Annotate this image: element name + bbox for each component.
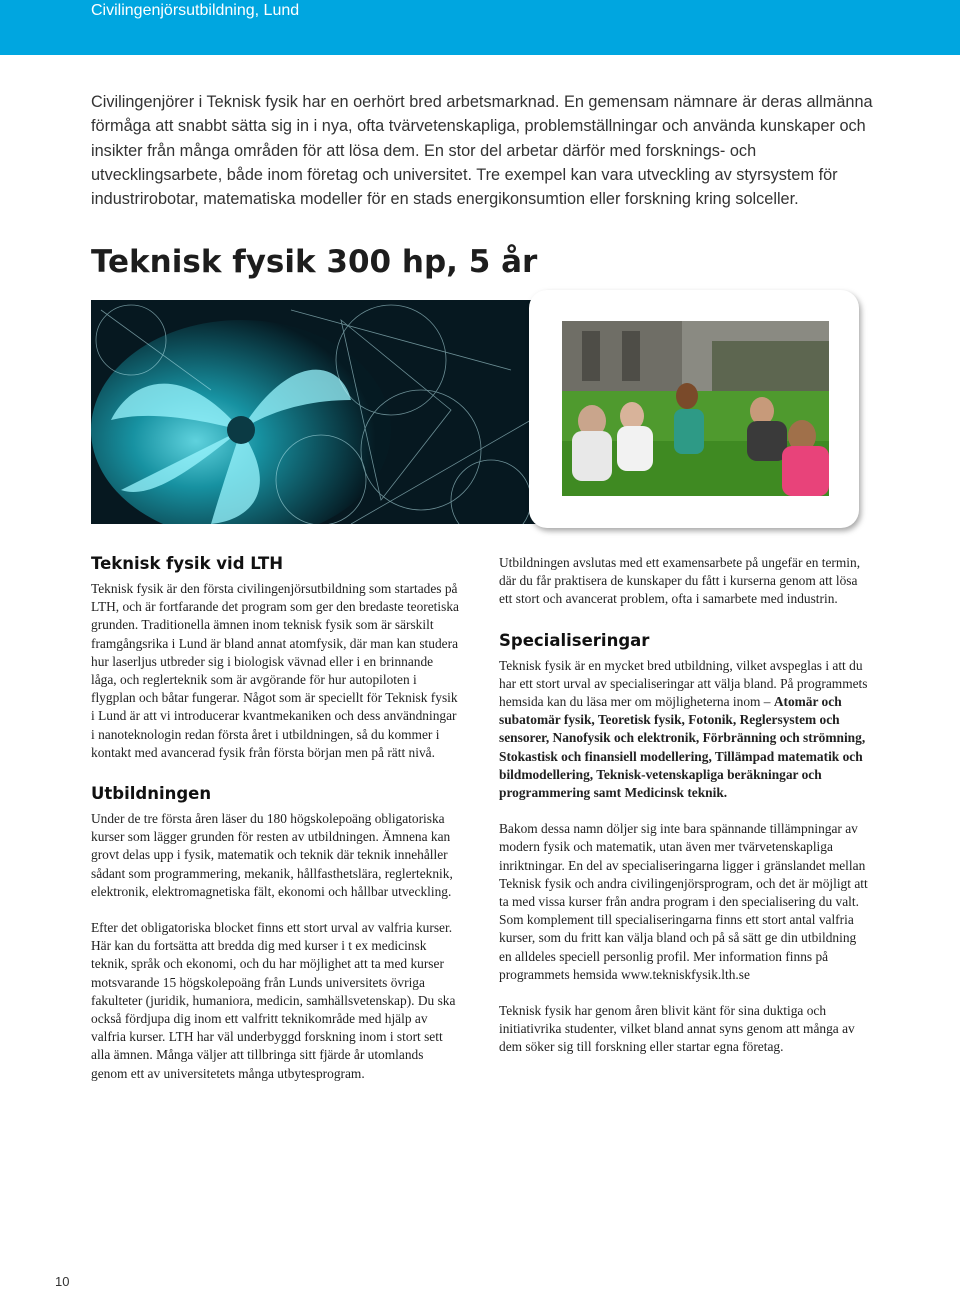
fan-photo	[91, 300, 541, 524]
section-text-utbildningen-1: Under de tre första åren läser du 180 högskolepoäng obligatoriska kurser som lägger grunden för resten av utbildningen. Ämnena kan grovt delas upp i fysik, matematik och teknik där teknik innehåller sådant som programmering, mekanik, hållfasthetslära, reglerteknik, elektronik, elektromagnetiska fält, ekonomi och hållbar utveckling.	[91, 811, 453, 899]
section-text-utbildningen-2: Efter det obligatoriska blocket finns ett stort urval av valfria kurser. Här kan du fortsätta att bredda dig med kurser i t ex medicinsk teknik, språk och ekonomi, och du har möjlighet att ta med kurser motsvarande 15 högskolepoäng från Lunds universitets övriga fakulteter (juridik, humaniora, medicin, samhällsvetenskap). Du ska också fördjupa dig inom ett valfritt teknikområde med hjälp av valfria kurser. LTH har väl underbyggd forskning inom i stort sett alla ämnen. Många väljer att tillbringa sitt fjärde år utomlands genom ett av universitetets många utbytesprogram.	[91, 920, 456, 1081]
fan-illustration	[91, 300, 541, 524]
intro-text: Civilingenjörer i Teknisk fysik har en oerhört bred arbetsmarknad. En gemensam nämnare är deras allmänna förmåga att snabbt sätta sig in i nya, ofta tvärvetenskapliga, problemställningar och använda kunskaper och insikter från många områden för att lösa dem. En stor del arbetar därför med forsknings- och utvecklingsarbete, både inom företag och universitet. Tre exempel kan vara utveckling av styrsystem för industrirobotar, matematiska modeller för en stads energikonsumtion eller forskning kring solceller.	[91, 93, 873, 209]
page-headline: Teknisk fysik 300 hp, 5 år	[91, 244, 538, 280]
page-number: 10	[55, 1274, 70, 1289]
intro-paragraph	[91, 90, 891, 211]
students-photo	[562, 321, 829, 496]
section-heading-lth: Teknisk fysik vid LTH	[91, 554, 284, 573]
students-text: Teknisk fysik har genom åren blivit känt för sina duktiga och initiativrika studenter, vilket bland annat syns genom att många av dem söker sig till forskning eller startar egna företag.	[499, 1003, 855, 1055]
examensarbete-text: Utbildningen avslutas med ett examensarbete på ungefär en termin, där du får praktisera de kunskaper du fått i kurserna genom att lösa ett stort och avancerat problem, ofta i samarbete med industrin.	[499, 555, 861, 607]
section-heading-specialiseringar: Specialiseringar	[499, 630, 650, 650]
specialiseringar-list: Atomär och subatomär fysik, Teoretisk fysik, Fotonik, Reglersystem och sensorer, Nanofysik och elektronik, Förbränning och strömning, Stokastisk och finansiell modellering, Tillämpad matematik och bildmodellering, Teknisk-vetenskapliga beräkningar och programmering samt Medicinsk teknik.	[499, 694, 866, 801]
header-bar	[0, 0, 960, 55]
section-text-lth: Teknisk fysik är den första civilingenjörsutbildning som startades på LTH, och är fortfarande det program som ger den bredaste teoretiska grunden. Traditionella ämnen inom teknisk fysik som är särskilt framgångsrika i Lund är bland annat atomfysik, där man kan studera hur laserljus utbreder sig i biologisk vävnad eller i en brinnande låga, och reglerteknik som är avgörande för hur autopiloten i flygplan och båtar fungerar. Något som är speciellt för Teknisk fysik i Lund är att vi introducerar kvantmekaniken och dess användningar i nanoteknologin redan första året i utbildningen, så du kommer i kontakt med avancerad fysik från första början men på rätt nivå.	[91, 581, 459, 760]
right-column	[499, 554, 869, 1057]
section-heading-utbildningen: Utbildningen	[91, 784, 212, 804]
specialiseringar-intro: Teknisk fysik är en mycket bred utbildning, vilket avspeglas i att du har ett stort urval av specialiseringar att välja bland. På programmets hemsida kan du läsa mer om möjligheterna inom –	[499, 657, 868, 710]
specialiseringar-text	[499, 657, 869, 803]
students-illustration	[562, 321, 829, 496]
header-title: Civilingenjörsutbildning, Lund	[91, 2, 300, 19]
left-column	[91, 554, 461, 1083]
specialiseringar-detail-text: Bakom dessa namn döljer sig inte bara spännande tillämpningar av modern fysik och matematik, utan även mer tvärvetenskapliga inriktningar. En del av specialiseringarna ligger i gränslandet mellan Teknisk fysik och andra civilingenjörsprogram, och det är möjligt att ta med vissa kurser från andra program i den specialisering du valt. Som komplement till specialiseringarna finns ett stort antal valfria kurser, som du fritt kan välja bland och på så sätt ge din utbildning en alldeles speciell personlig profil. Mer information finns på programmets hemsida www.tekniskfysik.lth.se	[499, 821, 868, 982]
